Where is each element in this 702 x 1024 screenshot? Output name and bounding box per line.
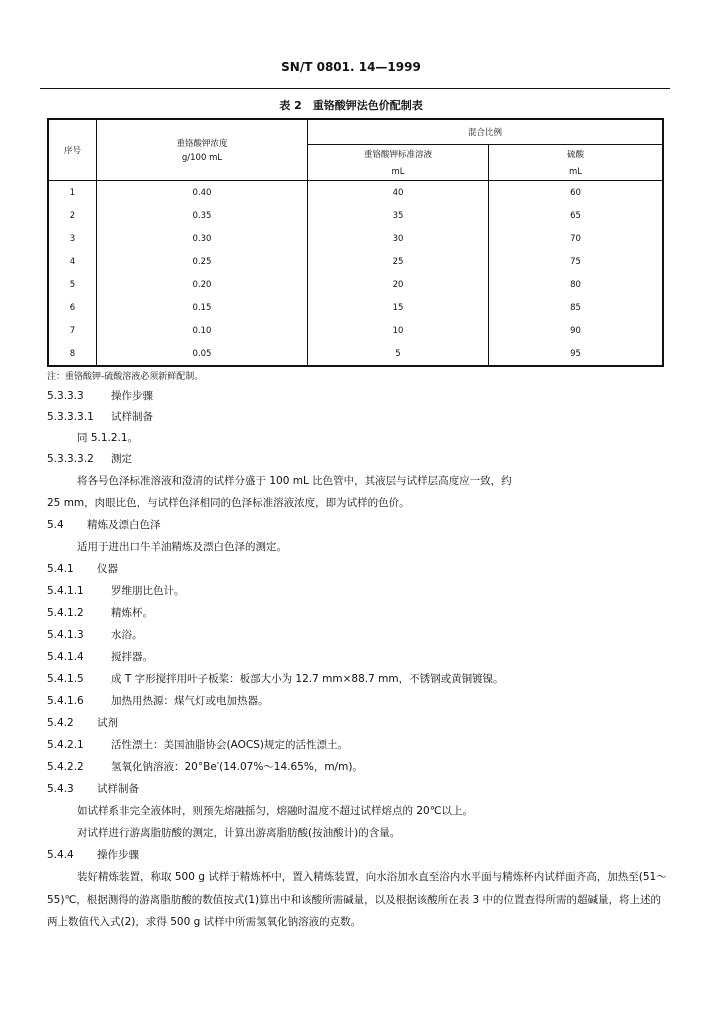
table-note: 注：重铬酸钾-硫酸溶液必须新鲜配制。: [47, 372, 204, 382]
cell-standard-ml: 5: [308, 342, 489, 366]
section-number: 5.4.1.4: [47, 651, 84, 663]
section-title: 精炼杯。: [111, 607, 153, 619]
cell-seq: 8: [48, 342, 97, 366]
section-number: 5.3.3.3.1: [47, 411, 94, 423]
section-5-4-3-body-line1: 如试样系非完全液体时，则预先熔融摇匀，熔融时温度不超过试样熔点的 20℃以上。: [77, 805, 473, 817]
section-5-4: [47, 517, 161, 532]
section-number: 5.3.3.3: [47, 390, 84, 402]
cell-acid-ml: 75: [489, 250, 664, 273]
section-number: 5.4.1: [47, 563, 74, 575]
section-5-4-1: [47, 561, 118, 576]
section-title: 操作步骤: [97, 849, 139, 861]
section-5-3-3-3-2-body-line1: 将各号色泽标准溶液和澄清的试样分盛于 100 mL 比色管中，其液层与试样层高度应一致，约: [77, 475, 512, 487]
cell-standard-ml: 35: [308, 204, 489, 227]
section-title: 水浴。: [111, 629, 143, 641]
cell-acid-ml: 95: [489, 342, 664, 366]
section-number: 5.4: [47, 519, 64, 531]
section-5-4-4-text: 装好精炼装置，称取 500 g 试样于精炼杯中，置入精炼装置，向水浴加水直至浴内水平面与精炼杯内试样面齐高，加热至(51～55)℃，根据测得的游离脂肪酸的数值按式(1)算出中和该酸所需碱量，以及根据该酸所在表 3 中的位置查得所需的超碱量，将上述的两上数值代入式(2)，求得 500 g 试样中所需氢氧化钠溶液的克数。: [47, 871, 667, 928]
cell-acid-ml: 90: [489, 319, 664, 342]
cell-standard-ml: 10: [308, 319, 489, 342]
cell-standard-ml: 25: [308, 250, 489, 273]
table-row: [48, 342, 663, 366]
section-title: 氢氧化钠溶液：20°Be′(14.07%～14.65%，m/m)。: [111, 761, 363, 773]
header-concentration-unit: g/100 mL: [181, 153, 223, 163]
section-number: 5.4.1.3: [47, 629, 84, 641]
section-number: 5.4.1.1: [47, 585, 84, 597]
header-seq: 序号: [48, 119, 97, 181]
section-5-4-2: [47, 715, 118, 730]
section-5-4-1-1: [47, 583, 185, 598]
header-acid-unit: mL: [489, 163, 664, 181]
cell-concentration: 0.40: [97, 181, 308, 205]
section-5-3-3-3-2: [47, 451, 132, 466]
section-5-3-3-3-2-body-line2: 25 mm，肉眼比色，与试样色泽相同的色泽标准溶液浓度，即为试样的色价。: [47, 497, 410, 509]
section-number: 5.4.1.2: [47, 607, 84, 619]
table-row: [48, 296, 663, 319]
cell-concentration: 0.25: [97, 250, 308, 273]
header-concentration-label: 重铬酸钾浓度: [176, 139, 228, 149]
section-title: 搅拌器。: [111, 651, 153, 663]
cell-standard-ml: 40: [308, 181, 489, 205]
cell-standard-ml: 20: [308, 273, 489, 296]
section-number: 5.4.1.5: [47, 673, 84, 685]
color-value-table: [47, 118, 664, 367]
cell-standard-ml: 30: [308, 227, 489, 250]
table-row: [48, 273, 663, 296]
cell-concentration: 0.15: [97, 296, 308, 319]
section-5-4-3: [47, 781, 139, 796]
cell-acid-ml: 65: [489, 204, 664, 227]
cell-concentration: 0.05: [97, 342, 308, 366]
section-number: 5.3.3.3.2: [47, 453, 94, 465]
cell-standard-ml: 15: [308, 296, 489, 319]
table-row: [48, 181, 663, 205]
cell-seq: 4: [48, 250, 97, 273]
table-row: [48, 250, 663, 273]
section-5-4-3-body-line2: 对试样进行游离脂肪酸的测定，计算出游离脂肪酸(按油酸计)的含量。: [77, 827, 401, 839]
section-5-3-3-3-1: [47, 409, 153, 424]
header-rule: [40, 88, 670, 89]
section-number: 5.4.4: [47, 849, 74, 861]
cell-seq: 6: [48, 296, 97, 319]
header-concentration: [97, 119, 308, 181]
section-title: 精炼及漂白色泽: [87, 519, 161, 531]
section-number: 5.4.3: [47, 783, 74, 795]
section-number: 5.4.2.2: [47, 761, 84, 773]
section-5-4-1-2: [47, 605, 153, 620]
cell-seq: 3: [48, 227, 97, 250]
table-row: [48, 319, 663, 342]
page-header-code: SN/T 0801. 14—1999: [281, 60, 421, 74]
section-title: 罗维朋比色计。: [111, 585, 185, 597]
cell-seq: 1: [48, 181, 97, 205]
section-title: 活性漂土：美国油脂协会(AOCS)规定的活性漂土。: [111, 739, 348, 751]
section-number: 5.4.2.1: [47, 739, 84, 751]
table-caption: 表 2 重铬酸钾法色价配制表: [279, 99, 423, 112]
section-5-3-3-3-1-body: 同 5.1.2.1。: [77, 432, 139, 444]
cell-acid-ml: 70: [489, 227, 664, 250]
table-row: [48, 204, 663, 227]
header-mix-ratio: 混合比例: [308, 119, 664, 145]
section-5-4-1-4: [47, 649, 153, 664]
section-title: 测定: [111, 453, 132, 465]
section-number: 5.4.2: [47, 717, 74, 729]
cell-seq: 7: [48, 319, 97, 342]
section-title: 试样制备: [97, 783, 139, 795]
section-5-4-4-body: [47, 866, 667, 934]
section-5-4-1-5: [47, 671, 504, 686]
section-5-4-1-6: [47, 693, 269, 708]
section-5-4-2-2: [47, 759, 363, 774]
section-title: 试样制备: [111, 411, 153, 423]
section-5-4-2-1: [47, 737, 348, 752]
table-row: [48, 227, 663, 250]
header-sulfuric-acid: 硫酸: [489, 145, 664, 164]
section-5-4-1-3: [47, 627, 143, 642]
section-5-3-3-3: [47, 388, 153, 403]
cell-concentration: 0.30: [97, 227, 308, 250]
cell-seq: 2: [48, 204, 97, 227]
header-standard-solution: 重铬酸钾标准溶液: [308, 145, 489, 164]
cell-acid-ml: 85: [489, 296, 664, 319]
cell-seq: 5: [48, 273, 97, 296]
section-title: 成 T 字形搅拌用叶子板桨：板部大小为 12.7 mm×88.7 mm，不锈钢或黄铜镀镍。: [111, 673, 504, 685]
section-title: 试剂: [97, 717, 118, 729]
cell-concentration: 0.10: [97, 319, 308, 342]
section-title: 仪器: [97, 563, 118, 575]
section-title: 操作步骤: [111, 390, 153, 402]
cell-concentration: 0.35: [97, 204, 308, 227]
section-5-4-4: [47, 847, 139, 862]
section-title: 加热用热源：煤气灯或电加热器。: [111, 695, 269, 707]
header-standard-unit: mL: [308, 163, 489, 181]
cell-acid-ml: 80: [489, 273, 664, 296]
section-5-4-body: 适用于进出口牛羊油精炼及漂白色泽的测定。: [77, 541, 287, 553]
cell-acid-ml: 60: [489, 181, 664, 205]
cell-concentration: 0.20: [97, 273, 308, 296]
section-number: 5.4.1.6: [47, 695, 84, 707]
